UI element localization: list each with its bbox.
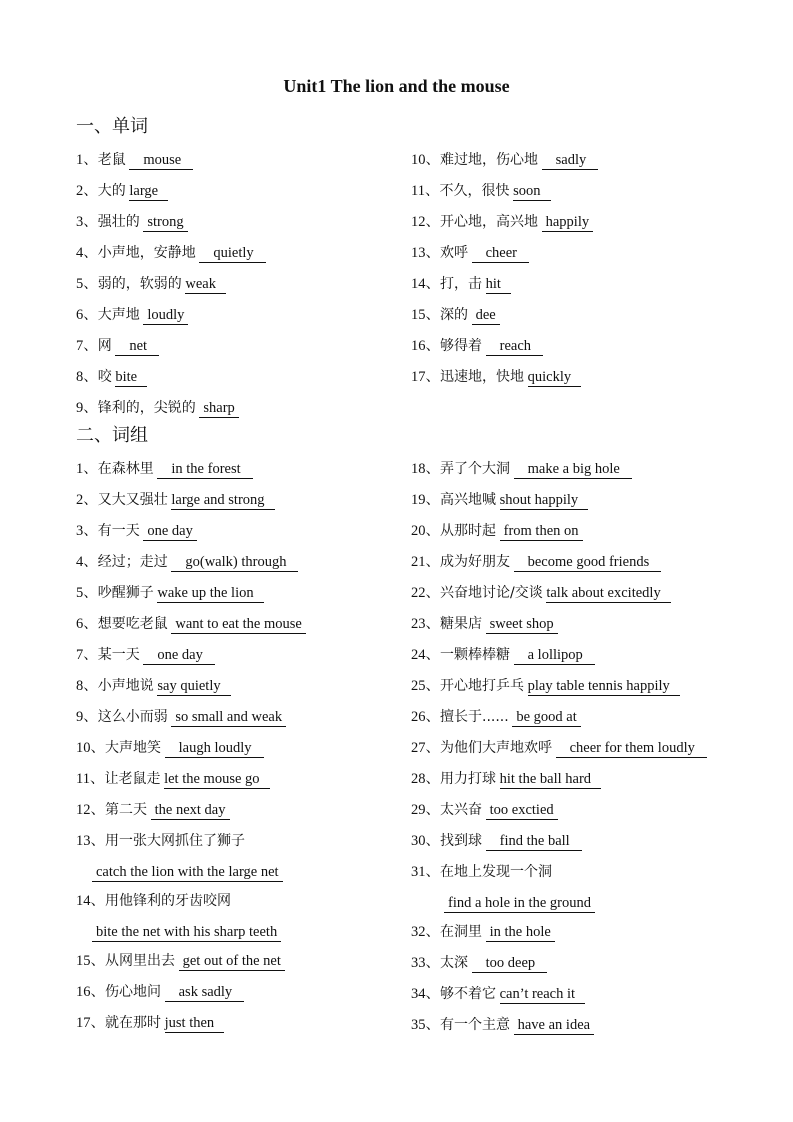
chinese-prompt: 太深 [440,955,468,971]
chinese-prompt: 一颗棒棒糖 [440,647,510,663]
chinese-prompt: 有一个主意 [440,1017,510,1033]
chinese-prompt: 在洞里 [440,924,482,940]
chinese-prompt: 吵醒狮子 [97,585,154,601]
word-item [76,367,147,387]
word-item [411,150,598,170]
english-answer: just then [165,1015,225,1033]
phrase-item [411,922,555,942]
english-answer: make a big hole [514,461,632,479]
item-number: 32、 [411,924,440,940]
word-item [411,181,551,201]
chinese-prompt: 就在那时 [105,1015,161,1031]
chinese-prompt: 从那时起 [440,523,496,539]
phrase-item [76,614,306,634]
item-number: 12、 [411,214,440,230]
english-answer: find the ball [486,833,582,851]
phrase-item [76,552,298,572]
chinese-prompt: 难过地，伤心地 [440,152,538,168]
item-number: 9、 [76,709,98,725]
chinese-prompt: 不久，很快 [439,183,510,199]
phrase-item [76,676,231,696]
word-item [76,336,159,356]
word-item [76,212,188,232]
item-number: 11、 [411,183,440,199]
english-answer: strong [143,214,187,232]
phrase-item [411,984,585,1004]
item-number: 6、 [76,307,98,323]
phrase-answer-line [428,893,595,913]
phrase-item [411,707,581,727]
item-number: 31、 [411,864,440,880]
chinese-prompt: 迅速地，快地 [440,369,524,385]
item-number: 20、 [411,523,440,539]
phrase-item [411,953,547,973]
word-item [76,305,188,325]
english-answer: quietly [199,245,265,263]
word-item [76,398,239,418]
item-number: 26、 [411,709,440,725]
english-answer: weak [185,276,226,294]
word-item [411,274,511,294]
chinese-prompt: 小声地说 [97,678,154,694]
phrase-item [411,583,671,603]
chinese-prompt: 高兴地喊 [440,492,496,508]
chinese-prompt: 开心地，高兴地 [440,214,538,230]
english-answer: shout happily [500,492,589,510]
english-answer: one day [143,647,215,665]
chinese-prompt: 糖果店 [440,616,482,632]
english-answer: get out of the net [179,953,285,971]
item-number: 13、 [76,833,105,849]
chinese-prompt: 小声地，安静地 [97,245,196,261]
item-number: 27、 [411,740,440,756]
phrase-item [76,982,244,1002]
chinese-prompt: 为他们大声地欢呼 [440,740,552,756]
chinese-prompt: 让老鼠走 [104,771,161,787]
phrase-item [76,521,197,541]
phrase-item [411,645,595,665]
item-number: 5、 [76,276,98,292]
chinese-prompt: 大声地笑 [105,740,161,756]
item-number: 2、 [76,492,98,508]
item-number: 4、 [76,554,98,570]
phrase-item [76,769,270,789]
chinese-prompt: 够不着它 [440,986,496,1002]
chinese-prompt: 开心地打乒乓 [440,678,524,694]
phrase-item [411,769,601,789]
item-number: 18、 [411,461,440,477]
item-number: 7、 [76,647,98,663]
phrase-item [76,891,231,911]
phrase-item [411,459,632,479]
chinese-prompt: 用一张大网抓住了狮子 [105,833,245,849]
english-answer: happily [542,214,594,232]
chinese-prompt: 老鼠 [97,152,126,168]
chinese-prompt: 某一天 [97,647,140,663]
english-answer: soon [513,183,550,201]
item-number: 15、 [411,307,440,323]
chinese-prompt: 伤心地问 [105,984,161,1000]
chinese-prompt: 从网里出去 [105,953,175,969]
item-number: 11、 [76,771,105,787]
item-number: 28、 [411,771,440,787]
phrase-item [411,800,558,820]
english-answer: the next day [151,802,230,820]
phrase-item [76,738,264,758]
chinese-prompt: 在地上发现一个洞 [440,864,552,880]
chinese-prompt: 用力打球 [440,771,496,787]
item-number: 23、 [411,616,440,632]
english-answer: hit [486,276,511,294]
words-heading: 一、单词 [76,116,148,136]
english-answer: reach [486,338,543,356]
english-answer: a lollipop [514,647,595,665]
item-number: 29、 [411,802,440,818]
word-item [411,212,593,232]
phrase-item [411,1015,594,1035]
english-answer: find a hole in the ground [444,895,595,913]
item-number: 6、 [76,616,98,632]
english-answer: sadly [542,152,599,170]
chinese-prompt: 这么小而弱 [97,709,168,725]
word-item [76,274,226,294]
english-answer: too exctied [486,802,558,820]
english-answer: so small and weak [171,709,286,727]
phrase-answer-line [76,862,283,882]
phrase-item [76,707,286,727]
item-number: 1、 [76,152,98,168]
item-number: 4、 [76,245,98,261]
chinese-prompt: 网 [97,338,112,354]
chinese-prompt: 第二天 [105,802,147,818]
english-answer: large [129,183,168,201]
item-number: 3、 [76,523,98,539]
phrase-item [76,645,215,665]
english-answer: net [115,338,159,356]
item-number: 1、 [76,461,98,477]
word-item [76,181,168,201]
item-number: 13、 [411,245,440,261]
chinese-prompt: 欢呼 [440,245,468,261]
item-number: 14、 [411,276,440,292]
english-answer: let the mouse go [164,771,269,789]
item-number: 5、 [76,585,98,601]
chinese-prompt: 想要吃老鼠 [97,616,168,632]
word-item [411,367,581,387]
item-number: 17、 [411,369,440,385]
item-number: 10、 [76,740,105,756]
english-answer: loudly [143,307,188,325]
chinese-prompt: 强壮的 [97,214,140,230]
chinese-prompt: 太兴奋 [440,802,482,818]
chinese-prompt: 经过；走过 [97,554,168,570]
item-number: 30、 [411,833,440,849]
item-number: 21、 [411,554,440,570]
english-answer: sweet shop [486,616,558,634]
word-item [411,336,543,356]
chinese-prompt: 锋利的，尖锐的 [97,400,196,416]
chinese-prompt: 咬 [97,369,112,385]
item-number: 17、 [76,1015,105,1031]
english-answer: catch the lion with the large net [92,864,283,882]
chinese-prompt: 用他锋利的牙齿咬网 [105,893,231,909]
phrase-item [411,738,707,758]
english-answer: cheer for them loudly [556,740,707,758]
item-number: 8、 [76,678,98,694]
word-item [411,243,529,263]
item-number: 19、 [411,492,440,508]
page-title: Unit1 The lion and the mouse [283,76,510,96]
english-answer: go(walk) through [171,554,298,572]
word-item [76,150,193,170]
chinese-prompt: 弱的，软弱的 [97,276,182,292]
english-answer: be good at [512,709,580,727]
item-number: 16、 [76,984,105,1000]
phrase-item [76,951,285,971]
phrase-item [76,490,275,510]
english-answer: can’t reach it [500,986,585,1004]
item-number: 25、 [411,678,440,694]
item-number: 8、 [76,369,98,385]
english-answer: bite the net with his sharp teeth [92,924,281,942]
item-number: 7、 [76,338,98,354]
english-answer: hit the ball hard [500,771,601,789]
phrase-item [76,459,253,479]
english-answer: one day [143,523,197,541]
english-answer: in the hole [486,924,555,942]
chinese-prompt: 成为好朋友 [440,554,510,570]
item-number: 14、 [76,893,105,909]
item-number: 24、 [411,647,440,663]
chinese-prompt: 弄了个大洞 [440,461,510,477]
english-answer: laugh loudly [165,740,264,758]
english-answer: wake up the lion [157,585,263,603]
phrase-answer-line [76,922,281,942]
phrase-item [411,676,680,696]
chinese-prompt: 兴奋地讨论/交谈 [440,585,543,601]
item-number: 16、 [411,338,440,354]
english-answer: talk about excitedly [546,585,670,603]
english-answer: cheer [472,245,529,263]
chinese-prompt: 大的 [97,183,126,199]
english-answer: want to eat the mouse [171,616,305,634]
chinese-prompt: 有一天 [97,523,140,539]
phrase-item [411,831,582,851]
english-answer: large and strong [171,492,274,510]
phrase-item [76,800,230,820]
item-number: 3、 [76,214,98,230]
item-number: 33、 [411,955,440,971]
chinese-prompt: 在森林里 [97,461,154,477]
chinese-prompt: 够得着 [440,338,482,354]
chinese-prompt: 打，击 [440,276,482,292]
chinese-prompt: 又大又强壮 [97,492,168,508]
item-number: 34、 [411,986,440,1002]
phrase-item [76,583,264,603]
english-answer: in the forest [157,461,252,479]
item-number: 35、 [411,1017,440,1033]
chinese-prompt: 大声地 [97,307,140,323]
item-number: 10、 [411,152,440,168]
item-number: 2、 [76,183,98,199]
phrase-item [411,490,588,510]
english-answer: play table tennis happily [528,678,680,696]
phrases-heading: 二、词组 [76,425,148,445]
english-answer: ask sadly [165,984,245,1002]
chinese-prompt: 找到球 [440,833,482,849]
chinese-prompt: 擅长于...... [440,709,509,725]
english-answer: too deep [472,955,548,973]
english-answer: say quietly [157,678,230,696]
english-answer: from then on [500,523,583,541]
item-number: 15、 [76,953,105,969]
english-answer: quickly [528,369,582,387]
english-answer: mouse [129,152,193,170]
item-number: 12、 [76,802,105,818]
phrase-item [76,831,245,851]
phrase-item [411,614,558,634]
chinese-prompt: 深的 [440,307,468,323]
word-item [76,243,266,263]
item-number: 22、 [411,585,440,601]
phrase-item [76,1013,224,1033]
english-answer: have an idea [514,1017,594,1035]
word-item [411,305,500,325]
phrase-item [411,862,552,882]
phrase-item [411,521,583,541]
phrase-item [411,552,661,572]
english-answer: dee [472,307,500,325]
english-answer: bite [115,369,147,387]
english-answer: become good friends [514,554,662,572]
item-number: 9、 [76,400,98,416]
english-answer: sharp [199,400,238,418]
